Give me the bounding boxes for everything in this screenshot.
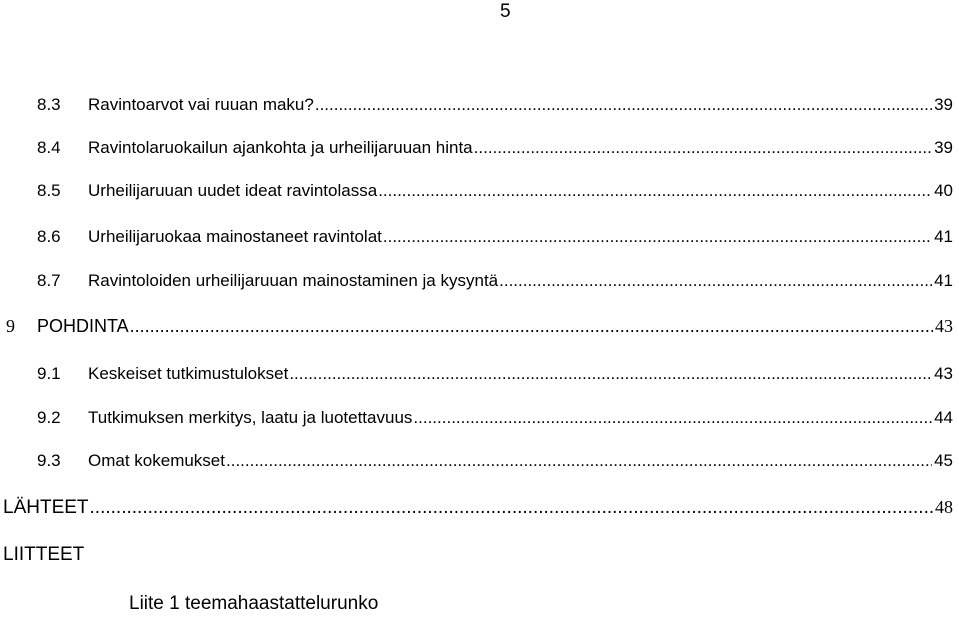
toc-appendices-heading[interactable]: LIITTEET [3, 544, 85, 565]
toc-entry-number: 8.6 [37, 227, 61, 246]
toc-entry-number: 8.3 [37, 95, 61, 114]
toc-entry-9-1[interactable] [0, 360, 959, 388]
toc-entry-page: 44 [934, 408, 953, 427]
toc-entry-number: 8.4 [37, 138, 61, 157]
toc-chapter-9[interactable] [0, 312, 959, 340]
toc-chapter-title: POHDINTA [37, 316, 129, 336]
toc-entry-page: 40 [934, 181, 953, 200]
toc-entry-number: 8.5 [37, 181, 61, 200]
toc-entry-title: Ravintolaruokailun ajankohta ja urheilijaruuan hinta [88, 138, 473, 157]
toc-entry-8-3[interactable] [0, 91, 959, 119]
toc-leader-dots [413, 404, 932, 432]
toc-leader-dots [226, 447, 932, 475]
toc-entry-title: Urheilijaruokaa mainostaneet ravintolat [88, 227, 382, 246]
toc-entry-number: 9.2 [37, 408, 61, 427]
page-number: 5 [500, 1, 511, 22]
toc-references-title: LÄHTEET [3, 497, 89, 518]
toc-entry-page: 39 [934, 95, 953, 114]
toc-chapter-number: 9 [6, 316, 15, 336]
toc-leader-dots [90, 494, 933, 522]
toc-entry-title: Omat kokemukset [88, 451, 225, 470]
toc-entry-page: 45 [934, 451, 953, 470]
toc-leader-dots [499, 267, 932, 295]
toc-entry-8-6[interactable] [0, 223, 959, 251]
toc-leader-dots [289, 360, 932, 388]
toc-entry-page: 43 [934, 364, 953, 383]
toc-entry-8-4[interactable] [0, 134, 959, 162]
toc-entry-9-2[interactable] [0, 404, 959, 432]
toc-leader-dots [383, 223, 932, 251]
toc-entry-number: 9.1 [37, 364, 61, 383]
toc-entry-title: Ravintoarvot vai ruuan maku? [88, 95, 314, 114]
toc-entry-page: 41 [934, 271, 953, 290]
toc-references-page: 48 [935, 497, 953, 517]
toc-chapter-page: 43 [935, 316, 953, 336]
toc-leader-dots [474, 134, 932, 162]
toc-entry-title: Urheilijaruuan uudet ideat ravintolassa [88, 181, 378, 200]
toc-entry-page: 41 [934, 227, 953, 246]
toc-entry-9-3[interactable] [0, 447, 959, 475]
toc-entry-number: 8.7 [37, 271, 61, 290]
toc-entry-number: 9.3 [37, 451, 61, 470]
toc-leader-dots [315, 91, 932, 119]
toc-leader-dots [378, 177, 932, 205]
toc-entry-title: Ravintoloiden urheilijaruuan mainostaminen ja kysyntä [88, 271, 499, 290]
toc-entry-8-5[interactable] [0, 177, 959, 205]
toc-entry-page: 39 [934, 138, 953, 157]
toc-appendix-item[interactable]: Liite 1 teemahaastattelurunko [129, 593, 379, 614]
toc-entry-title: Keskeiset tutkimustulokset [88, 364, 289, 383]
toc-entry-8-7[interactable] [0, 267, 959, 295]
toc-entry-title: Tutkimuksen merkitys, laatu ja luotettavuus [88, 408, 413, 427]
toc-references[interactable] [0, 493, 959, 521]
toc-leader-dots [130, 312, 933, 340]
